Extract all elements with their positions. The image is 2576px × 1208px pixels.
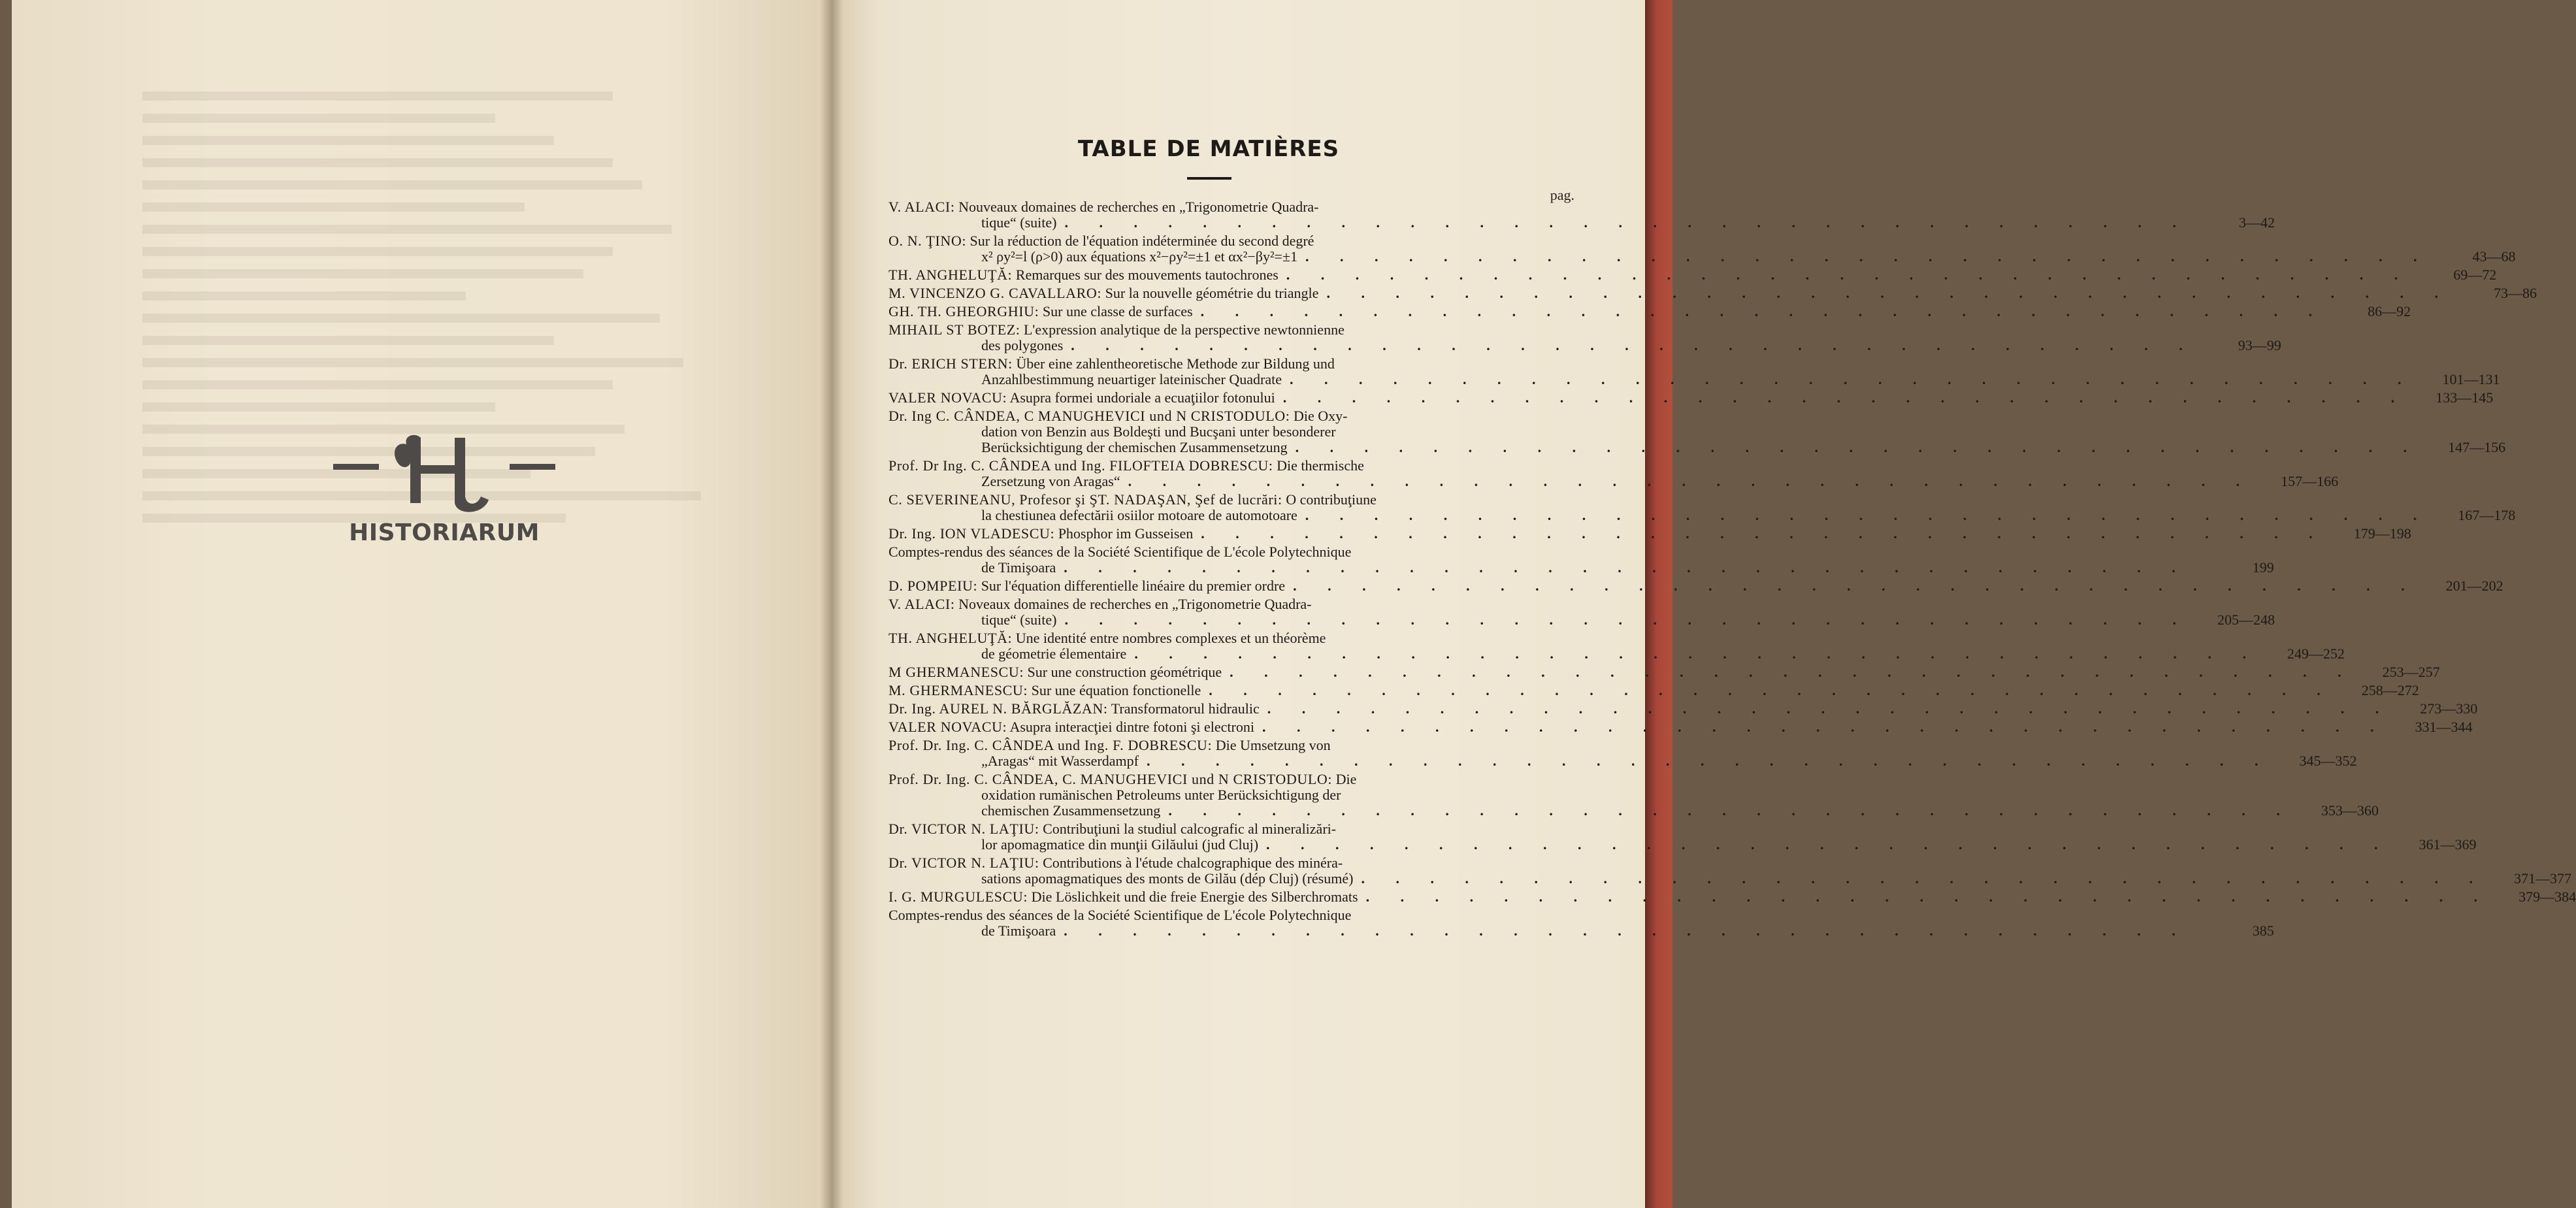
toc-title-text: Contributions à l'étude chalcographique des minéra- bbox=[1043, 855, 1343, 871]
dot-leader: . . . . . . . . . . . . . . . . . . . . . . . . . . . . . . . . . bbox=[1365, 889, 2492, 905]
left-page bbox=[12, 0, 832, 1208]
toc-entry-line bbox=[889, 700, 2478, 717]
toc-page-range: 86—92 bbox=[2368, 303, 2411, 319]
dot-leader: . . . . . . . . . . . . . . . . . . . . . . . . . . . . . . . . . bbox=[1128, 473, 2254, 489]
pages-column-label: pag. bbox=[1550, 187, 1574, 203]
toc-entry bbox=[889, 907, 2274, 941]
toc-title-text: x² ρy²=l (ρ>0) aux équations x²−ρy²=±1 et αx²−βy²=±1 bbox=[981, 248, 1298, 265]
toc-page-range: 147—156 bbox=[2448, 439, 2506, 455]
toc-entry-line bbox=[889, 507, 2516, 523]
toc-page-range: 273—330 bbox=[2420, 700, 2478, 717]
toc-entry bbox=[889, 267, 2497, 286]
toc-page-range: 73—86 bbox=[2493, 285, 2537, 301]
toc-entry-line bbox=[889, 738, 1542, 753]
toc-title-text: chemischen Zusammensetzung bbox=[981, 802, 1161, 819]
toc-entry bbox=[889, 578, 2503, 596]
dot-leader: . . . . . . . . . . . . . . . . . . . . . . . . . . . . . . . . . bbox=[1201, 525, 2326, 542]
toc-title-text: Die bbox=[1335, 771, 1357, 787]
toc-entry-line bbox=[889, 836, 2477, 853]
dot-leader: . . . . . . . . . . . . . . . . . . . . . . . . . . . . . . . . . bbox=[1305, 248, 2431, 265]
toc-author: Prof. Dr. Ing. C. CÂNDEA und Ing. F. DOBRESCU: bbox=[889, 737, 1213, 753]
toc-entry-line bbox=[889, 492, 1542, 508]
toc-author: Dr. Ing C. CÂNDEA, C MANUGHEVICI und N CRISTODULO: bbox=[889, 408, 1290, 424]
toc-title-text: „Aragas“ mit Wasserdampf bbox=[981, 753, 1139, 769]
toc-author: M. GHERMANESCU: bbox=[889, 682, 1028, 698]
toc-page-range: 199 bbox=[2252, 559, 2274, 576]
dot-leader: . . . . . . . . . . . . . . . . . . . . . . . . . . . . . . . . . bbox=[1071, 337, 2196, 353]
toc-author: VALER NOVACU: bbox=[889, 389, 1007, 406]
toc-title-text: Remarques sur des mouvements tautochrones bbox=[1015, 267, 1279, 283]
toc-entry-line bbox=[889, 787, 1542, 803]
dot-leader: . . . . . . . . . . . . . . . . . . . . . . . . . . . . . . . . . bbox=[1262, 719, 2388, 735]
toc-entry bbox=[889, 596, 2275, 630]
toc-page-range: 167—178 bbox=[2458, 507, 2516, 523]
toc-page-range: 379—384 bbox=[2519, 889, 2576, 905]
toc-author: Dr. ERICH STERN: bbox=[889, 355, 1013, 372]
toc-entry-line bbox=[889, 389, 2494, 406]
toc-author: TH. ANGHELUŢĂ: bbox=[889, 267, 1013, 283]
toc-page-range: 93—99 bbox=[2238, 337, 2281, 353]
toc-title-text: Über eine zahlentheoretische Methode zur Bildung und bbox=[1016, 355, 1335, 372]
toc-title-text: Die thermische bbox=[1277, 457, 1364, 474]
toc-title-text: tique“ (suite) bbox=[981, 214, 1057, 231]
toc-entry-line bbox=[889, 544, 1542, 560]
toc-author: Dr. Ing. AUREL N. BĂRGLĂZAN: bbox=[889, 700, 1108, 717]
toc-title-text: Une identité entre nombres complexes et un théorème bbox=[1015, 630, 1326, 646]
toc-entry bbox=[889, 233, 2516, 267]
toc-author: GH. TH. GHEORGHIU: bbox=[889, 303, 1039, 319]
toc-entry bbox=[889, 321, 2281, 356]
dot-leader: . . . . . . . . . . . . . . . . . . . . . . . . . . . . . . . . . bbox=[1200, 303, 2326, 319]
toc-entry-line bbox=[889, 682, 2419, 698]
book-gutter bbox=[820, 0, 843, 1208]
toc-entry bbox=[889, 855, 2571, 889]
toc-title-text: Zersetzung von Aragas“ bbox=[981, 473, 1120, 489]
toc-title-text: Sur une construction géométrique bbox=[1027, 664, 1222, 680]
toc-title-text: Noveaux domaines de recherches en „Trigonometrie Quadra- bbox=[958, 596, 1312, 612]
toc-entry-line bbox=[889, 821, 1542, 837]
toc-entry-line bbox=[889, 233, 1542, 249]
toc-title-text: des polygones bbox=[981, 337, 1064, 353]
toc-entry-line bbox=[889, 907, 1542, 923]
toc-title-text: Phosphor im Gusseisen bbox=[1058, 525, 1194, 542]
toc-entry-line bbox=[889, 559, 2274, 576]
dot-leader: . . . . . . . . . . . . . . . . . . . . . . . . . . . . . . . . . bbox=[1361, 870, 2486, 887]
dot-leader: . . . . . . . . . . . . . . . . . . . . . . . . . . . . . . . . . bbox=[1064, 612, 2190, 628]
toc-title-text: Die Oxy- bbox=[1293, 408, 1348, 424]
toc-author: Dr. VICTOR N. LAŢIU: bbox=[889, 821, 1039, 837]
dot-leader: . . . . . . . . . . . . . . . . . . . . . . . . . . . . . . . . . bbox=[1134, 645, 2260, 662]
toc-page-range: 331—344 bbox=[2415, 719, 2473, 735]
toc-page-range: 201—202 bbox=[2445, 578, 2503, 594]
title-underline bbox=[1187, 177, 1231, 180]
toc-entry-line bbox=[889, 525, 2411, 542]
toc-page-range: 69—72 bbox=[2453, 267, 2497, 283]
toc-page-range: 371—377 bbox=[2513, 870, 2571, 887]
toc-title-text: Asupra interacţiei dintre fotoni şi electroni bbox=[1009, 719, 1254, 735]
toc-author: MIHAIL ST BOTEZ: bbox=[889, 321, 1020, 338]
red-cover-edge bbox=[1645, 0, 1672, 1208]
toc-title-text: Sur une équation fonctionelle bbox=[1031, 682, 1201, 698]
dot-leader: . . . . . . . . . . . . . . . . . . . . . . . . . . . . . . . . . bbox=[1064, 922, 2189, 939]
toc-entry-line bbox=[889, 645, 2345, 662]
toc-title-text: Die Umsetzung von bbox=[1215, 737, 1331, 753]
dot-leader: . . . . . . . . . . . . . . . . . . . . . . . . . . . . . . . . . bbox=[1293, 578, 2419, 594]
toc-title-text: Die Löslichkeit und die freie Energie des Silberchromats bbox=[1031, 889, 1358, 905]
toc-author: TH. ANGHELUŢĂ: bbox=[889, 630, 1013, 646]
toc-title-text: Transformatorul hidraulic bbox=[1111, 700, 1260, 717]
toc-title-text: la chestiunea defectării osiilor motoare de automotoare bbox=[981, 507, 1297, 523]
toc-title: TABLE DE MATIÈRES bbox=[1077, 136, 1340, 162]
toc-author: O. N. ŢINO: bbox=[889, 233, 967, 249]
toc-entry-line bbox=[889, 889, 2576, 905]
toc-page-range: 345—352 bbox=[2299, 753, 2357, 769]
toc-title-text: Comptes-rendus des séances de la Société Scientifique de L'école Polytechnique bbox=[889, 907, 1352, 923]
toc-entry bbox=[889, 771, 2379, 821]
toc-page-range: 258—272 bbox=[2361, 682, 2419, 698]
toc-entry-line bbox=[889, 199, 1542, 215]
toc-entry bbox=[889, 285, 2537, 304]
toc-title-text: Contribuţiuni la studiul calcografic al mineralizări- bbox=[1043, 821, 1337, 837]
toc-title-text: Sur la réduction de l'équation indéterminée du second degré bbox=[970, 233, 1314, 249]
toc-entry-line bbox=[889, 664, 2440, 680]
dot-leader: . . . . . . . . . . . . . . . . . . . . . . . . . . . . . . . . . bbox=[1168, 802, 2294, 819]
toc-page-range: 157—166 bbox=[2281, 473, 2339, 489]
toc-entry bbox=[889, 389, 2494, 408]
toc-title-text: Berücksichtigung der chemischen Zusammensetzung bbox=[981, 439, 1288, 455]
toc-author: V. ALACI: bbox=[889, 199, 955, 215]
toc-page-range: 253—257 bbox=[2382, 664, 2440, 680]
toc-page-range: 43—68 bbox=[2472, 248, 2516, 265]
toc-entry-line bbox=[889, 248, 2516, 265]
toc-page-range: 353—360 bbox=[2321, 802, 2379, 819]
toc-entry-line bbox=[889, 855, 1542, 871]
toc-author: VALER NOVACU: bbox=[889, 719, 1007, 735]
toc-entry-line bbox=[889, 802, 2379, 819]
dot-leader: . . . . . . . . . . . . . . . . . . . . . . . . . . . . . . . . . bbox=[1326, 285, 2452, 301]
toc-entry bbox=[889, 303, 2411, 322]
toc-author: Dr. Ing. ION VLADESCU: bbox=[889, 525, 1055, 542]
toc-entry-line bbox=[889, 408, 1542, 424]
toc-author: M. VINCENZO G. CAVALLARO: bbox=[889, 285, 1102, 301]
toc-entry-line bbox=[889, 578, 2503, 594]
toc-title-text: Asupra formei undoriale a ecuaţiilor fotonului bbox=[1009, 389, 1275, 406]
toc-title-text: L'expression analytique de la perspective newtonnienne bbox=[1023, 321, 1345, 338]
watermark-text: HISTORIARUM bbox=[349, 519, 540, 546]
toc-author: V. ALACI: bbox=[889, 596, 955, 612]
toc-entry-line bbox=[889, 719, 2473, 735]
toc-title-text: tique“ (suite) bbox=[981, 612, 1057, 628]
toc-entry-line bbox=[889, 303, 2411, 319]
toc-page-range: 133—145 bbox=[2436, 389, 2494, 406]
toc-title-text: Sur une classe de surfaces bbox=[1042, 303, 1193, 319]
dot-leader: . . . . . . . . . . . . . . . . . . . . . . . . . . . . . . . . . bbox=[1290, 371, 2415, 387]
toc-entry-line bbox=[889, 458, 1542, 474]
toc-entry-line bbox=[889, 285, 2537, 301]
toc-entry bbox=[889, 682, 2419, 701]
dot-leader: . . . . . . . . . . . . . . . . . . . . . . . . . . . . . . . . . bbox=[1286, 267, 2412, 283]
toc-entry-line bbox=[889, 596, 1542, 612]
toc-entry-line bbox=[889, 356, 1542, 372]
toc-entry-line bbox=[889, 922, 2274, 939]
toc-entry bbox=[889, 889, 2576, 907]
dot-leader: . . . . . . . . . . . . . . . . . . . . . . . . . . . . . . . . . bbox=[1064, 559, 2189, 576]
dot-leader: . . . . . . . . . . . . . . . . . . . . . . . . . . . . . . . . . bbox=[1146, 753, 2272, 769]
toc-author: C. SEVERINEANU, Profesor şi ŞT. NADAŞAN, Şef de lucrări: bbox=[889, 491, 1282, 508]
toc-entry-line bbox=[889, 424, 1542, 440]
toc-entry bbox=[889, 700, 2478, 719]
toc-author: D. POMPEIU: bbox=[889, 578, 978, 594]
toc-entry-line bbox=[889, 870, 2571, 887]
toc-author: I. G. MURGULESCU: bbox=[889, 889, 1028, 905]
dot-leader: . . . . . . . . . . . . . . . . . . . . . . . . . . . . . . . . . bbox=[1064, 214, 2190, 231]
toc-entry-line bbox=[889, 772, 1542, 787]
toc-entry bbox=[889, 630, 2345, 664]
dot-leader: . . . . . . . . . . . . . . . . . . . . . . . . . . . . . . . . . bbox=[1305, 507, 2431, 523]
toc-entry-line bbox=[889, 371, 2500, 387]
toc-entry bbox=[889, 821, 2477, 855]
toc-title-text: de Timişoara bbox=[981, 559, 1056, 576]
toc-entry-line bbox=[889, 337, 2281, 353]
toc-title-text: de Timişoara bbox=[981, 922, 1056, 939]
toc-title-text: dation von Benzin aus Boldeşti und Bucşani unter besonderer bbox=[981, 423, 1336, 440]
dot-leader: . . . . . . . . . . . . . . . . . . . . . . . . . . . . . . . . . bbox=[1295, 439, 2421, 455]
toc-title-text: Comptes-rendus des séances de la Société Scientifique de L'école Polytechnique bbox=[889, 544, 1352, 560]
toc-page-range: 205—248 bbox=[2217, 612, 2275, 628]
dot-leader: . . . . . . . . . . . . . . . . . . . . . . . . . . . . . . . . . bbox=[1230, 664, 2355, 680]
toc-title-text: Sur la nouvelle géométrie du triangle bbox=[1105, 285, 1319, 301]
toc-entry bbox=[889, 408, 2506, 458]
toc-title-text: oxidation rumänischen Petroleums unter Berücksichtigung der bbox=[981, 787, 1341, 803]
toc-page-range: 361—369 bbox=[2419, 836, 2477, 853]
dot-leader: . . . . . . . . . . . . . . . . . . . . . . . . . . . . . . . . . bbox=[1267, 700, 2393, 717]
toc-title-text: de géometrie élementaire bbox=[981, 645, 1127, 662]
toc-title-text: sations apomagmatiques des monts de Gilău (dép Cluj) (résumé) bbox=[981, 870, 1354, 887]
dot-leader: . . . . . . . . . . . . . . . . . . . . . . . . . . . . . . . . . bbox=[1282, 389, 2409, 406]
table-of-contents bbox=[889, 199, 2576, 941]
toc-title-text: O contribuţiune bbox=[1286, 491, 1377, 508]
toc-author: Prof. Dr. Ing. C. CÂNDEA, C. MANUGHEVICI und N CRISTODULO: bbox=[889, 771, 1333, 787]
toc-entry-line bbox=[889, 439, 2506, 455]
toc-entry bbox=[889, 457, 2339, 492]
toc-entry-line bbox=[889, 612, 2275, 628]
toc-entry bbox=[889, 491, 2516, 526]
toc-entry bbox=[889, 525, 2411, 544]
toc-entry bbox=[889, 719, 2473, 738]
toc-entry bbox=[889, 199, 2275, 233]
toc-entry-line bbox=[889, 630, 1542, 646]
toc-page-range: 179—198 bbox=[2353, 525, 2411, 542]
toc-entry bbox=[889, 664, 2440, 683]
toc-entry-line bbox=[889, 214, 2275, 231]
toc-entry-line bbox=[889, 322, 1542, 338]
toc-title-text: Nouveaux domaines de recherches en „Trigonometrie Quadra- bbox=[958, 199, 1319, 215]
dot-leader: . . . . . . . . . . . . . . . . . . . . . . . . . . . . . . . . . bbox=[1209, 682, 2334, 698]
toc-entry bbox=[889, 355, 2500, 390]
dot-leader: . . . . . . . . . . . . . . . . . . . . . . . . . . . . . . . . . bbox=[1266, 836, 2392, 853]
toc-entry bbox=[889, 737, 2357, 772]
toc-entry-line bbox=[889, 267, 2497, 283]
toc-page-range: 101—131 bbox=[2442, 371, 2500, 387]
toc-title-text: lor apomagmatice din munţii Gilăului (jud Cluj) bbox=[981, 836, 1259, 853]
toc-entry-line bbox=[889, 753, 2357, 769]
toc-page-range: 3—42 bbox=[2238, 214, 2275, 231]
toc-author: Prof. Dr Ing. C. CÂNDEA und Ing. FILOFTEIA DOBRESCU: bbox=[889, 457, 1273, 474]
toc-page-range: 249—252 bbox=[2287, 645, 2345, 662]
toc-entry-line bbox=[889, 473, 2339, 489]
toc-title-text: Anzahlbestimmung neuartiger lateinischer Quadrate bbox=[981, 371, 1282, 387]
toc-author: Dr. VICTOR N. LAŢIU: bbox=[889, 855, 1039, 871]
toc-author: M GHERMANESCU: bbox=[889, 664, 1024, 680]
toc-page-range: 385 bbox=[2252, 922, 2274, 939]
toc-title-text: Sur l'équation differentielle linéaire du premier ordre bbox=[981, 578, 1286, 594]
toc-entry bbox=[889, 544, 2274, 578]
